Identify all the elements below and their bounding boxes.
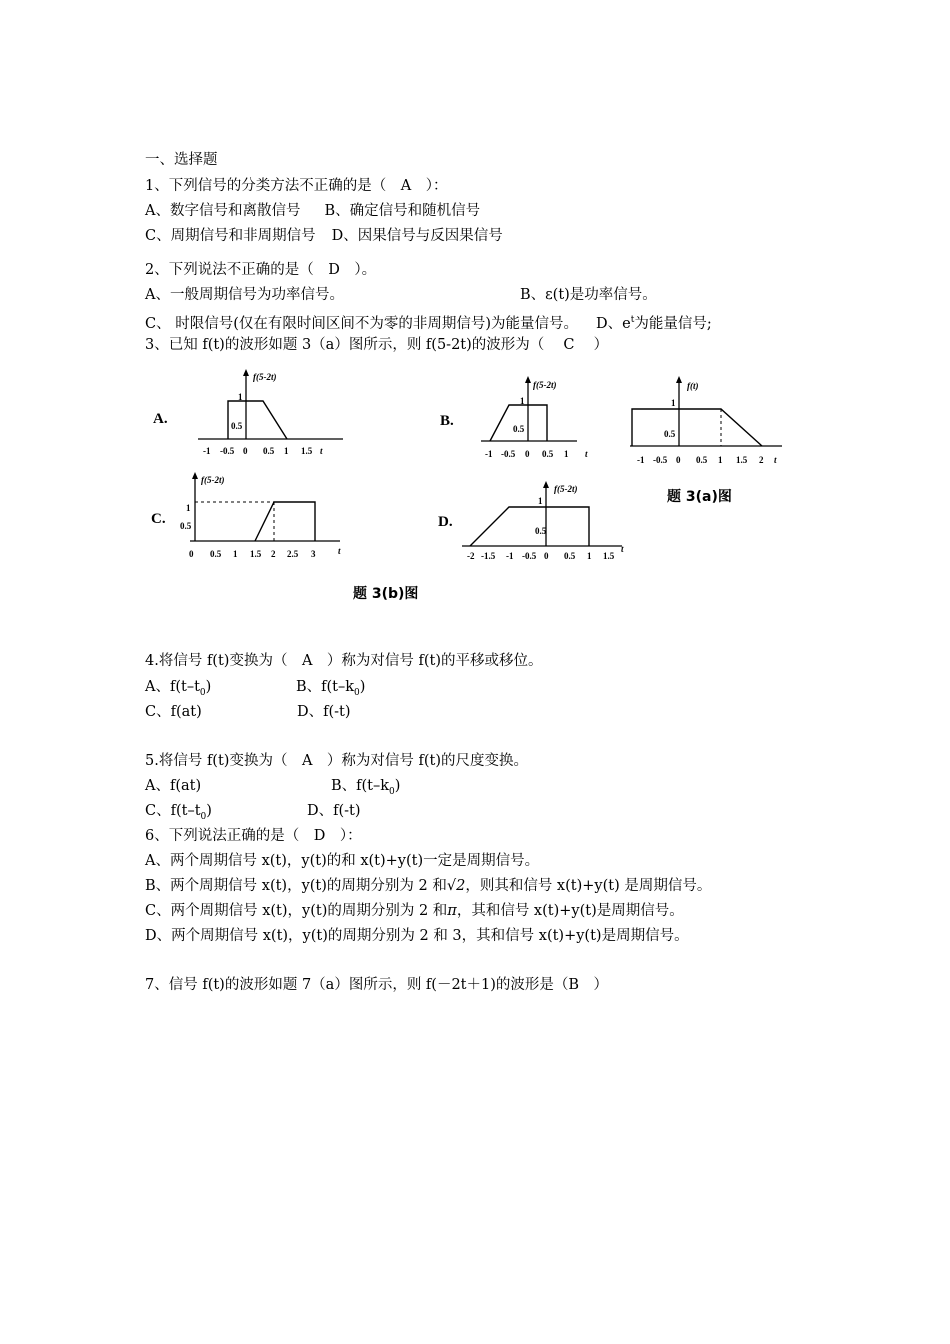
graph-d-func: f(5-2t) (554, 484, 578, 494)
q4-option-b: B、$f(t-k_0)$ (296, 679, 366, 698)
graph-b-tick: 0 (525, 449, 530, 459)
q1-options-cd (145, 226, 503, 246)
q2-option-d: D、$e^t$为能量信号; (596, 315, 712, 332)
graph-d-tick: 0.5 (564, 551, 576, 561)
q2-option-a: A、一般周期信号为功率信号。 (145, 287, 344, 303)
graph-fa-tick: 0.5 (696, 455, 708, 465)
q6-option-d: D、两个周期信号 x(t)，y(t)的周期分别为 2 和 3，其和信号 x(t)+y(t)是周期信号。 (145, 928, 689, 944)
graph-fa-tick: -1 (637, 455, 645, 465)
graph-a-waveform (228, 401, 287, 439)
q1-option-d: D、因果信号与反因果信号 (331, 228, 503, 244)
q1-option-b: B、确定信号和随机信号 (324, 203, 481, 219)
graph-d-ytick-05: 0.5 (535, 526, 547, 536)
fig-3b-caption: 题 3(b)图 (353, 586, 419, 602)
graph-b-ytick-1: 1 (520, 396, 525, 406)
q6-option-c: C、两个周期信号 x(t)，y(t)的周期分别为 2 和π，其和信号 x(t)+y(t)是周期信号。 (145, 903, 684, 919)
graph-d-y-arrow (543, 481, 549, 488)
graph-d (437, 480, 637, 570)
q5-stem: 5.将信号 f(t)变换为（ A ）称为对信号 f(t)的尺度变换。 (145, 753, 529, 769)
graph-a-tick: 0 (243, 446, 248, 456)
q2-option-b: B、ε(t)是功率信号。 (520, 287, 657, 303)
graph-a-ytick-05: 0.5 (231, 421, 243, 431)
graph-b-letter: B. (440, 413, 454, 429)
graph-a-tick: -0.5 (220, 446, 235, 456)
graph-fa-waveform (632, 409, 762, 446)
graph-c-tick: 1.5 (250, 549, 262, 559)
q2-stem: 2、下列说法不正确的是（ D ）。 (145, 262, 377, 278)
graph-fa-y-arrow (676, 376, 682, 383)
graph-b-waveform (490, 405, 547, 441)
fig-3a-caption: 题 3(a)图 (667, 489, 732, 505)
q2-options-cd (145, 310, 712, 334)
graph-fa-ytick-1: 1 (671, 398, 676, 408)
graph-b-tick: t (585, 449, 588, 459)
graph-b-tick: 1 (564, 449, 569, 459)
graph-c-tick: 3 (311, 549, 316, 559)
graph-b-tick: 0.5 (542, 449, 554, 459)
graph-a-y-arrow (243, 369, 249, 376)
graph-d-tick: 1.5 (603, 551, 615, 561)
q5-option-a: A、f(at) (145, 778, 202, 794)
graph-a-func: f(5-2t) (253, 372, 277, 382)
q6-option-a: A、两个周期信号 x(t)，y(t)的和 x(t)+y(t)一定是周期信号。 (145, 853, 540, 869)
graph-fa-tick: 0 (676, 455, 681, 465)
graph-d-tick: -1 (506, 551, 514, 561)
q1-options-ab (145, 201, 480, 221)
q1-stem: 1、下列信号的分类方法不正确的是（ A ）： (145, 178, 448, 194)
graph-c-tick: 2 (271, 549, 276, 559)
graph-a-tick: 1.5 (301, 446, 313, 456)
graph-a (150, 368, 350, 463)
graph-b-func: f(5-2t) (533, 380, 557, 390)
graph-d-ytick-1: 1 (538, 496, 543, 506)
q5-option-b: B、$f(t-k_0)$ (331, 778, 401, 797)
graph-c-tick: t (338, 546, 341, 556)
q6-option-b: B、两个周期信号 x(t)，y(t)的周期分别为 2 和√2，则其和信号 x(t)+y(t) 是周期信号。 (145, 878, 712, 894)
graph-b-ytick-05: 0.5 (513, 424, 525, 434)
graph-c-tick: 0 (189, 549, 194, 559)
q1-option-c: C、周期信号和非周期信号 (145, 228, 316, 244)
graph-fa-tick: 1 (718, 455, 723, 465)
graph-c-waveform (255, 502, 315, 541)
q3-stem: 3、已知 f(t)的波形如题 3（a）图所示，则 f(5-2t)的波形为（ C ） (145, 337, 609, 353)
graph-fa-tick: t (774, 455, 777, 465)
q5-option-c: C、$f(t-t_0)$ (145, 803, 212, 822)
graph-d-tick: -0.5 (522, 551, 537, 561)
graph-b-tick: -0.5 (501, 449, 516, 459)
q2-option-c: C、 时限信号(仅在有限时间区间不为零的非周期信号)为能量信号。 (145, 315, 579, 332)
graph-c-letter: C. (151, 511, 166, 527)
q6-stem: 6、下列说法正确的是（ D ）： (145, 828, 362, 844)
graph-a-tick: 0.5 (263, 446, 275, 456)
graph-d-tick: t (621, 544, 624, 554)
graph-d-tick: -1.5 (481, 551, 496, 561)
graph-c-tick: 2.5 (287, 549, 299, 559)
q4-option-c: C、f(at) (145, 704, 202, 720)
graph-a-ytick-1: 1 (238, 392, 243, 402)
graph-c-tick: 0.5 (210, 549, 222, 559)
q4-option-d: D、f(-t) (297, 704, 351, 720)
graph-b-y-arrow (525, 376, 531, 383)
graph-a-tick: 1 (284, 446, 289, 456)
q7-stem: 7、信号 f(t)的波形如题 7（a）图所示，则 f(－2t＋1)的波形是（B ） (145, 977, 609, 993)
graph-c-tick: 1 (233, 549, 238, 559)
q5-option-d: D、f(-t) (307, 803, 361, 819)
graph-a-letter: A. (153, 411, 168, 427)
graph-c-ytick-1: 1 (186, 503, 191, 513)
graph-a-tick: -1 (203, 446, 211, 456)
graph-d-tick: 0 (544, 551, 549, 561)
graph-a-tick: t (320, 446, 323, 456)
graph-fa-tick: 1.5 (736, 455, 748, 465)
q4-stem: 4.将信号 f(t)变换为（ A ）称为对信号 f(t)的平移或移位。 (145, 653, 543, 669)
graph-fa-tick: -0.5 (653, 455, 668, 465)
graph-d-tick: -2 (467, 551, 475, 561)
graph-fa-func: f(t) (687, 381, 699, 391)
section-title: 一、选择题 (145, 152, 218, 168)
graph-b (437, 375, 597, 467)
q1-option-a: A、数字信号和离散信号 (145, 203, 301, 219)
q4-option-a: A、$f(t-t_0)$ (145, 679, 212, 698)
graph-c-ytick-05: 0.5 (180, 521, 192, 531)
graph-d-letter: D. (438, 514, 453, 530)
graph-c-y-arrow (192, 472, 198, 479)
graph-c (150, 471, 360, 566)
graph-fa-tick: 2 (759, 455, 764, 465)
graph-b-tick: -1 (485, 449, 493, 459)
graph-d-waveform (470, 507, 589, 546)
graph-c-func: f(5-2t) (201, 475, 225, 485)
graph-d-tick: 1 (587, 551, 592, 561)
graph-fa (630, 375, 790, 470)
graph-fa-ytick-05: 0.5 (664, 429, 676, 439)
